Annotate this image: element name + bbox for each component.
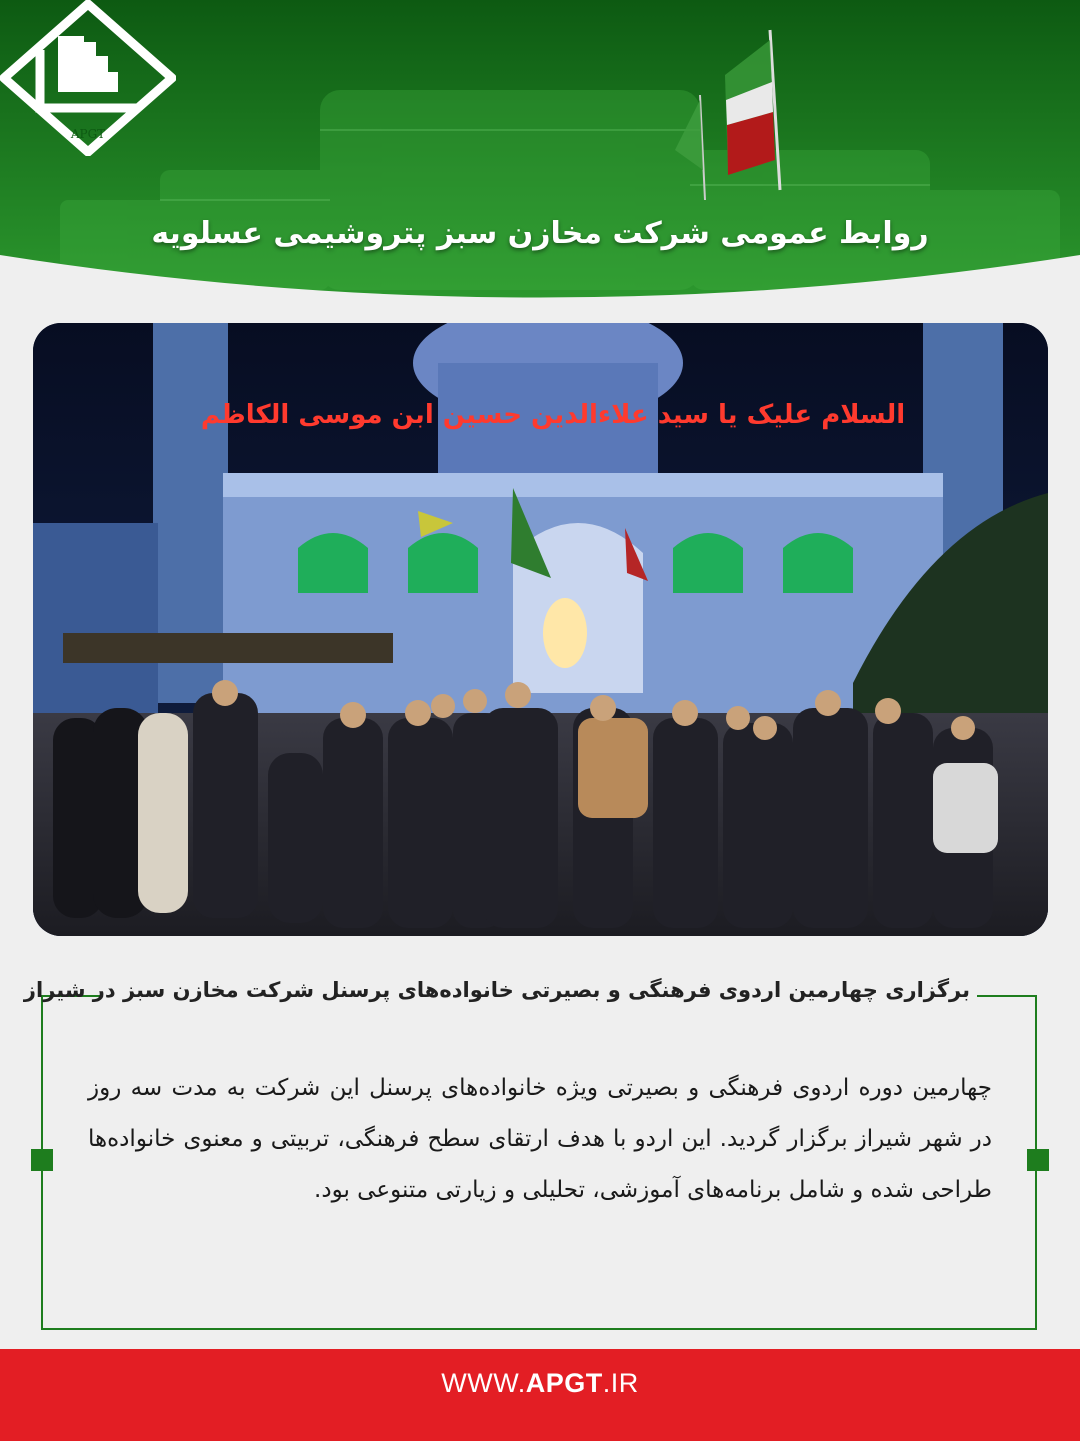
header-banner (0, 0, 1080, 310)
company-title: روابط عمومی شرکت مخازن سبز پتروشیمی عسلویه (151, 216, 929, 251)
article-body: چهارمین دوره اردوی فرهنگی و بصیرتی ویژه خانواده‌های پرسنل این شرکت به مدت سه روز در شهر شیراز برگزار گردید. این اردو با هدف ارتقای سطح فرهنگی، تربیتی و معنوی خانواده‌ها طراحی شده و شامل برنامه‌های آموزشی، تحلیلی و زیارتی متنوعی بود. (88, 1075, 992, 1203)
logo-text: APGT (70, 127, 106, 141)
website-link[interactable] (0, 1368, 1080, 1399)
group-photo (33, 323, 1048, 936)
website-prefix: WWW. (441, 1368, 526, 1398)
shrine-banner-text: السلام علیک یا سید علاءالدین حسین ابن موسی الکاظم (200, 400, 906, 430)
website-domain: APGT (525, 1368, 603, 1398)
website-suffix: .IR (602, 1368, 639, 1398)
frame-square-left (31, 1149, 53, 1171)
frame-square-right (1027, 1149, 1049, 1171)
group-photo-image (33, 323, 1048, 936)
article-headline: برگزاری چهارمین اردوی فرهنگی و بصیرتی خانواده‌های پرسنل شرکت مخازن سبز در شیراز (23, 978, 970, 1002)
apgt-logo-icon (0, 0, 176, 156)
